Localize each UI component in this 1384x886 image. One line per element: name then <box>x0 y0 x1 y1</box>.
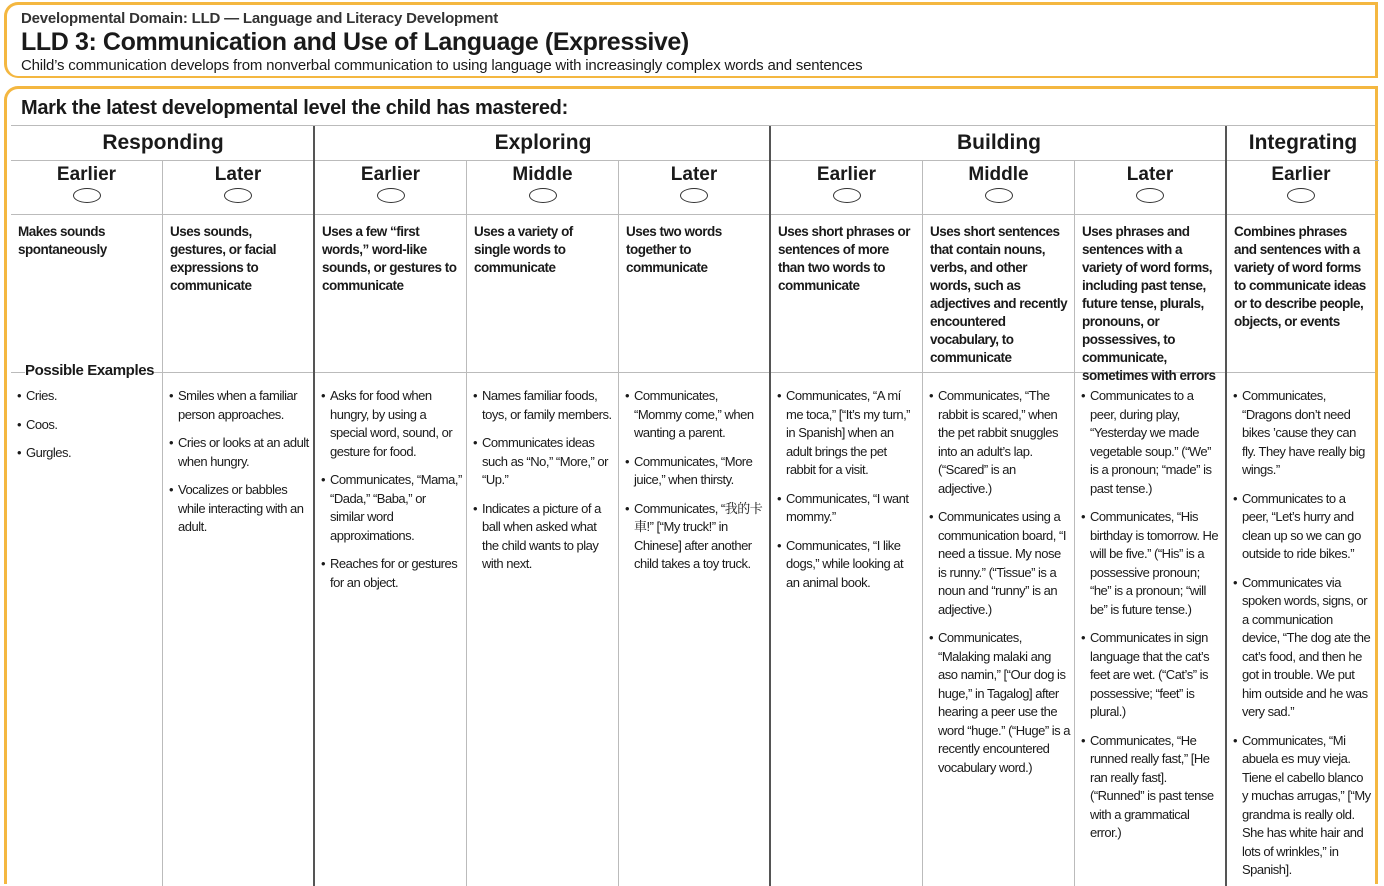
level-header <box>923 160 1074 215</box>
level-descriptor <box>467 215 618 373</box>
descriptor-text: Uses short sentences that contain nouns, verbs, and other words, such as adjectives and recently encountered vocabulary, to communicate <box>930 224 1068 365</box>
examples-list <box>1075 373 1225 843</box>
level-radio-button[interactable] <box>833 188 861 203</box>
example-item: • Smiles when a familiar person approaches. <box>178 387 309 424</box>
level-header <box>315 160 466 215</box>
level-label: Middle <box>968 164 1029 185</box>
example-item: • Communicates, “His birthday is tomorrow. He will be five.” (“His” is a possessive pronoun; “he” is a pronoun; “will be” is future tense.) <box>1090 508 1221 619</box>
descriptor-text: Uses sounds, gestures, or facial expressions to communicate <box>170 224 277 293</box>
level-radio-button[interactable] <box>680 188 708 203</box>
level-descriptor <box>11 215 162 379</box>
level-column <box>1227 160 1375 886</box>
possible-examples-label: Possible Examples <box>25 362 155 379</box>
rating-form <box>4 86 1378 884</box>
example-item: • Cries or looks at an adult when hungry. <box>178 434 309 471</box>
example-item: • Names familiar foods, toys, or family members. <box>482 387 614 424</box>
level-descriptor <box>163 215 313 373</box>
level-header <box>163 160 313 215</box>
example-item: • Communicates, “He runned really fast,” [He ran really fast]. (“Runned” is past tense with a grammatical error.) <box>1090 732 1221 843</box>
level-radio-button[interactable] <box>985 188 1013 203</box>
level-radio-button[interactable] <box>377 188 405 203</box>
level-header <box>1075 160 1225 215</box>
group-heading-responding: Responding <box>11 126 315 161</box>
examples-list <box>1227 373 1375 880</box>
level-radio-button[interactable] <box>73 188 101 203</box>
level-radio-button[interactable] <box>1287 188 1315 203</box>
example-item: • Communicates, “Dragons don’t need bikes ’cause they can fly. They have really big wings.” <box>1242 387 1371 480</box>
level-descriptor <box>771 215 922 373</box>
level-radio-button[interactable] <box>224 188 252 203</box>
examples-list <box>467 373 618 574</box>
example-item: • Communicates using a communication board, “I need a tissue. My nose is runny.” (“Tissue” is a noun and “runny” is an adjective.) <box>938 508 1070 619</box>
example-item: • Communicates, “我的卡車!” [“My truck!” in Chinese] after another child takes a toy truck. <box>634 500 765 574</box>
example-item: • Asks for food when hungry, by using a special word, sound, or gesture for food. <box>330 387 462 461</box>
level-column <box>1075 160 1227 886</box>
level-header <box>467 160 618 215</box>
level-radio-button[interactable] <box>529 188 557 203</box>
example-item: • Communicates, “A mí me toca,” [“It’s my turn,” in Spanish] when an adult brings the pet rabbit for a visit. <box>786 387 918 480</box>
group-heading-integrating: Integrating <box>1227 126 1379 161</box>
group-divider <box>769 126 771 160</box>
group-heading-exploring: Exploring <box>315 126 771 161</box>
example-item: • Vocalizes or babbles while interacting with an adult. <box>178 481 309 537</box>
descriptor-text: Makes sounds spontaneously <box>18 224 107 257</box>
level-header <box>1227 160 1375 215</box>
example-item: • Communicates, “Mama,” “Dada,” “Baba,” or similar word approximations. <box>330 471 462 545</box>
descriptor-text: Uses a variety of single words to communicate <box>474 224 573 275</box>
example-item: • Cries. <box>26 387 158 406</box>
group-heading-building: Building <box>771 126 1227 161</box>
example-item: • Communicates, “More juice,” when thirsty. <box>634 453 765 490</box>
domain-label: Developmental Domain: LLD — Language and Literacy Development <box>21 10 499 27</box>
level-header <box>11 160 162 215</box>
page-title: LLD 3: Communication and Use of Language (Expressive) <box>21 28 689 56</box>
descriptor-text: Uses phrases and sentences with a variety of word forms, including past tense, future tense, plurals, pronouns, or possessives, to communicate, sometimes with errors <box>1082 224 1216 383</box>
example-item: • Communicates, “The rabbit is scared,” when the pet rabbit snuggles into an adult’s lap. (“Scared” is an adjective.) <box>938 387 1070 498</box>
examples-list <box>619 373 769 574</box>
level-column <box>923 160 1075 886</box>
level-label: Middle <box>512 164 573 185</box>
example-item: • Indicates a picture of a ball when asked what the child wants to play with next. <box>482 500 614 574</box>
level-column <box>771 160 923 886</box>
example-item: • Communicates ideas such as “No,” “More,” or “Up.” <box>482 434 614 490</box>
standard-header <box>4 2 1378 78</box>
level-radio-button[interactable] <box>1136 188 1164 203</box>
subtitle: Child’s communication develops from nonverbal communication to using language with increasingly complex words and sentences <box>21 57 863 74</box>
level-descriptor <box>923 215 1074 373</box>
descriptor-text: Uses a few “first words,” word-like sounds, or gestures to communicate <box>322 224 457 293</box>
example-item: • Communicates to a peer, during play, “Yesterday we made vegetable soup.” (“We” is a pronoun; “made” is past tense.) <box>1090 387 1221 498</box>
level-header <box>771 160 922 215</box>
level-label: Earlier <box>816 164 877 185</box>
example-item: • Communicates, “Mi abuela es muy vieja. Tiene el cabello blanco y muchas arrugas,” [“My grandma is really old. She has white hair and lots of wrinkles,” in Spanish]. <box>1242 732 1371 880</box>
examples-list <box>923 373 1074 777</box>
level-label: Later <box>1126 164 1174 185</box>
continuum-grid <box>11 125 1375 886</box>
level-descriptor <box>619 215 769 373</box>
descriptor-text: Combines phrases and sentences with a variety of word forms to communicate ideas or to describe people, objects, or events <box>1234 224 1366 329</box>
level-label: Earlier <box>360 164 421 185</box>
instruction: Mark the latest developmental level the child has mastered: <box>21 97 568 119</box>
example-item: • Coos. <box>26 416 158 435</box>
example-item: • Reaches for or gestures for an object. <box>330 555 462 592</box>
level-column <box>11 160 163 886</box>
examples-list <box>11 373 162 463</box>
example-item: • Communicates, “Mommy come,” when wanting a parent. <box>634 387 765 443</box>
descriptor-text: Uses short phrases or sentences of more than two words to communicate <box>778 224 911 293</box>
level-column <box>315 160 467 886</box>
level-label: Later <box>214 164 262 185</box>
level-descriptor <box>1075 215 1225 383</box>
level-label: Earlier <box>56 164 117 185</box>
level-column <box>163 160 315 886</box>
example-item: • Communicates to a peer, “Let’s hurry and clean up so we can go outside to ride bikes.” <box>1242 490 1371 564</box>
examples-list <box>771 373 922 592</box>
level-label: Earlier <box>1271 164 1331 185</box>
level-header <box>619 160 769 215</box>
level-column <box>467 160 619 886</box>
level-descriptor <box>315 215 466 373</box>
examples-list <box>163 373 313 537</box>
group-divider <box>1225 126 1227 160</box>
example-item: • Gurgles. <box>26 444 158 463</box>
examples-list <box>315 373 466 592</box>
example-item: • Communicates, “Malaking malaki ang aso namin,” [“Our dog is huge,” in Tagalog] after hearing a peer use the word “huge.” (“Huge” is a recently encountered vocabulary word.) <box>938 629 1070 777</box>
level-column <box>619 160 771 886</box>
example-item: • Communicates via spoken words, signs, or a communication device, “The dog ate the cat’s food, and then he got in trouble. We put him outside and he was very sad.” <box>1242 574 1371 722</box>
descriptor-text: Uses two words together to communicate <box>626 224 722 275</box>
level-label: Later <box>670 164 718 185</box>
group-divider <box>313 126 315 160</box>
example-item: • Communicates in sign language that the cat’s feet are wet. (“Cat’s” is possessive; “feet” is plural.) <box>1090 629 1221 722</box>
level-descriptor <box>1227 215 1375 373</box>
example-item: • Communicates, “I want mommy.” <box>786 490 918 527</box>
example-item: • Communicates, “I like dogs,” while looking at an animal book. <box>786 537 918 593</box>
